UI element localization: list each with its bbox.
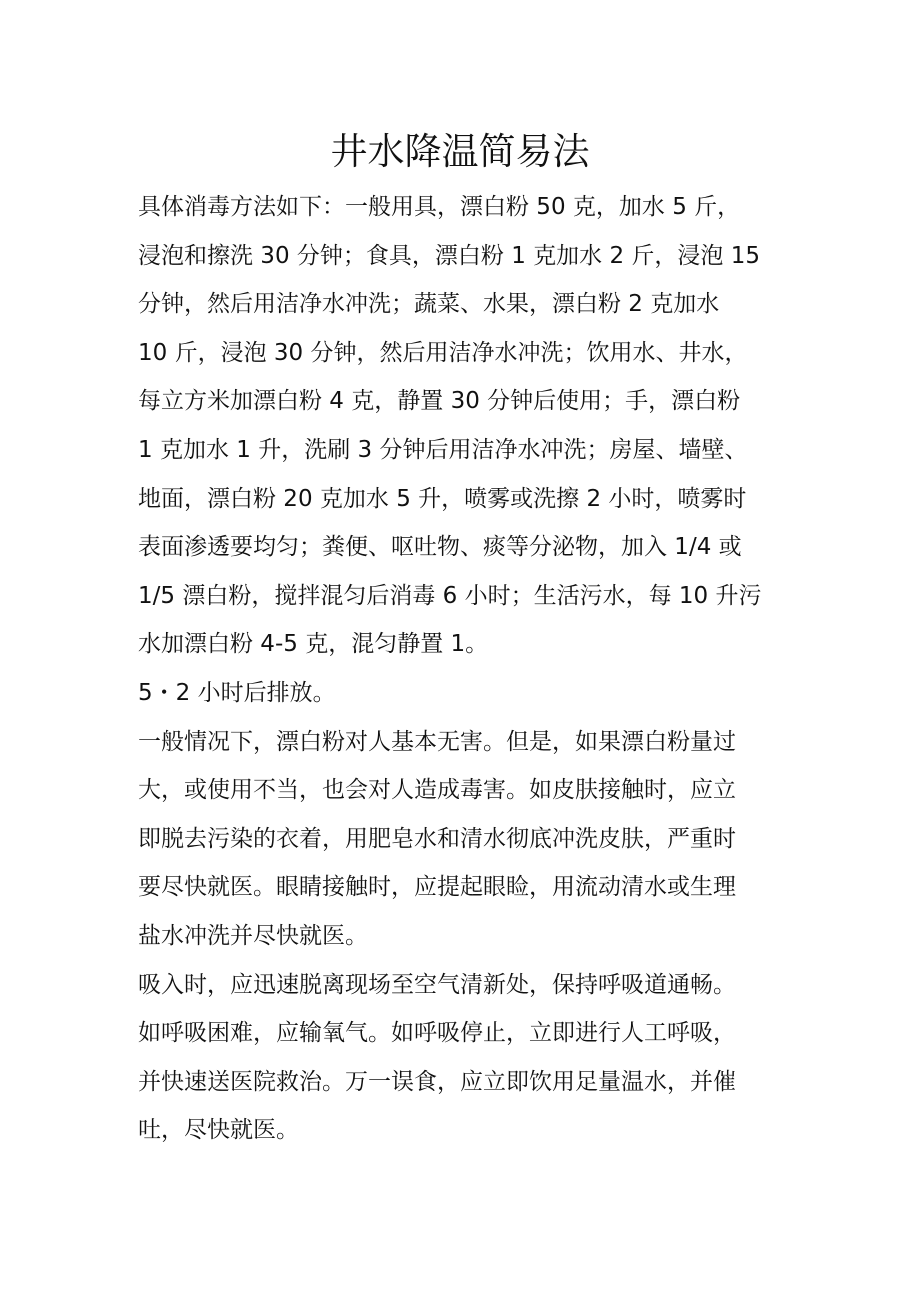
text-line: 如呼吸困难，应输氧气。如呼吸停止，立即进行人工呼吸， <box>138 1020 736 1047</box>
paragraph-safety-inhalation-ingestion <box>138 961 788 1155</box>
text-line: 5・2 小时后排放。 <box>138 679 336 706</box>
text-line: 具体消毒方法如下：一般用具，漂白粉 50 克，加水 5 斤， <box>138 194 741 220</box>
text-line: 即脱去污染的衣着，用肥皂水和清水彻底冲洗皮肤，严重时 <box>138 825 736 852</box>
text-line: 每立方米加漂白粉 4 克，静置 30 分钟后使用；手，漂白粉 <box>138 388 741 415</box>
text-line: 大，或使用不当，也会对人造成毒害。如皮肤接触时，应立 <box>138 777 736 804</box>
paragraph-disinfection-methods <box>138 183 788 669</box>
text-line: 10 斤，浸泡 30 分钟，然后用洁净水冲洗；饮用水、井水， <box>138 339 748 366</box>
text-line: 盐水冲洗并尽快就医。 <box>138 922 368 949</box>
document-body <box>138 183 788 1155</box>
text-line: 吸入时，应迅速脱离现场至空气清新处，保持呼吸道通畅。 <box>138 971 736 998</box>
text-line: 地面，漂白粉 20 克加水 5 升，喷雾或洗擦 2 小时，喷雾时 <box>138 485 747 512</box>
text-line: 并快速送医院救治。万一误食，应立即饮用足量温水，并催 <box>138 1068 736 1095</box>
text-line: 吐，尽快就医。 <box>138 1117 299 1144</box>
text-line: 浸泡和擦洗 30 分钟；食具，漂白粉 1 克加水 2 斤，浸泡 15 <box>138 242 760 269</box>
text-line: 表面渗透要均匀；粪便、呕吐物、痰等分泌物，加入 1/4 或 <box>138 534 742 561</box>
text-line: 要尽快就医。眼睛接触时，应提起眼睑，用流动清水或生理 <box>138 874 736 901</box>
text-line: 1 克加水 1 升，洗刷 3 分钟后用洁净水冲洗；房屋、墙壁、 <box>138 436 748 463</box>
text-line: 1/5 漂白粉，搅拌混匀后消毒 6 小时；生活污水，每 10 升污 <box>138 582 762 609</box>
text-line: 分钟，然后用洁净水冲洗；蔬菜、水果，漂白粉 2 克加水 <box>138 291 720 318</box>
paragraph-discharge-note <box>138 669 788 718</box>
text-line: 水加漂白粉 4-5 克，混匀静置 1。 <box>138 631 489 658</box>
text-line: 一般情况下，漂白粉对人基本无害。但是，如果漂白粉量过 <box>138 728 736 755</box>
paragraph-safety-skin-eyes <box>138 718 788 961</box>
document-title: 井水降温简易法 <box>330 130 590 173</box>
